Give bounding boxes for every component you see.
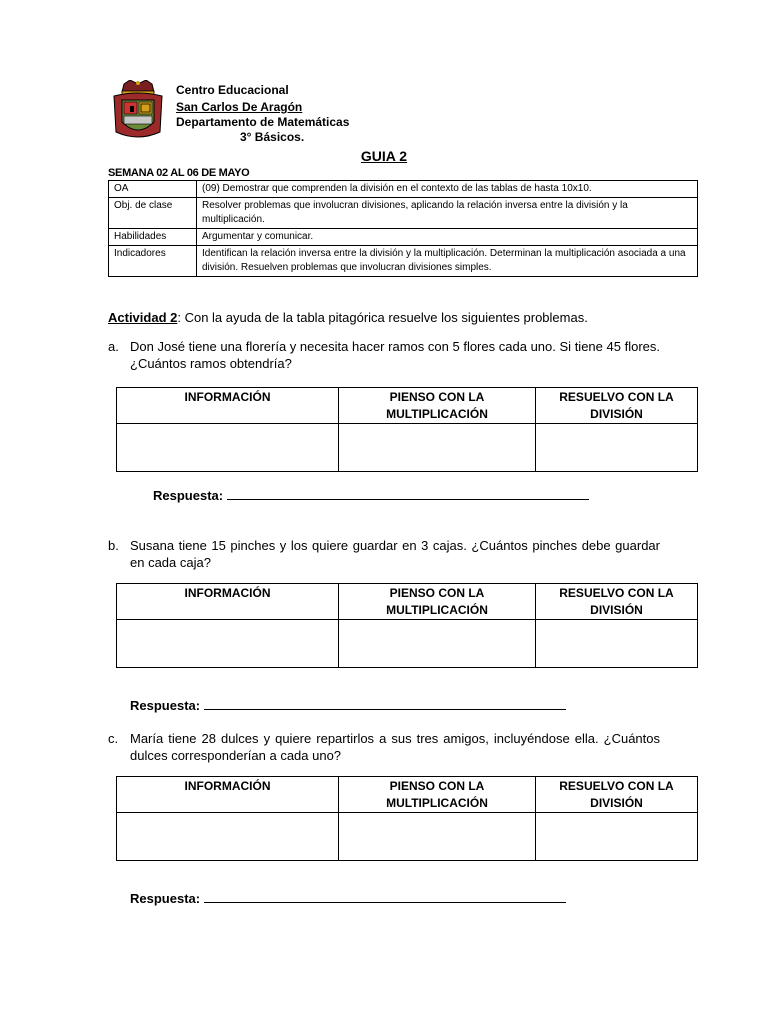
header-resuelvo-division: RESUELVO CON LA DIVISIÓN bbox=[536, 388, 698, 424]
objectives-row bbox=[109, 246, 698, 277]
objective-label: OA bbox=[109, 181, 197, 198]
answer-line-c[interactable] bbox=[130, 889, 566, 906]
answer-label: Respuesta: bbox=[130, 698, 201, 713]
header-resuelvo-division: RESUELVO CON LA DIVISIÓN bbox=[536, 584, 698, 620]
school-name-line1: Centro Educacional bbox=[176, 83, 289, 97]
objective-label: Indicadores bbox=[109, 246, 197, 277]
answer-line-b[interactable] bbox=[130, 696, 566, 713]
activity-instruction bbox=[108, 310, 588, 325]
answer-cell-division[interactable] bbox=[536, 620, 698, 668]
problem-c bbox=[108, 730, 660, 764]
answer-cell-multiplicacion[interactable] bbox=[339, 620, 536, 668]
work-table-c bbox=[116, 776, 698, 861]
objective-label: Habilidades bbox=[109, 229, 197, 246]
problem-letter: a. bbox=[108, 339, 119, 354]
problem-a bbox=[108, 338, 660, 372]
department-name: Departamento de Matemáticas bbox=[176, 115, 350, 129]
answer-blank[interactable] bbox=[204, 696, 566, 710]
header-informacion: INFORMACIÓN bbox=[117, 777, 339, 813]
answer-label: Respuesta: bbox=[153, 488, 224, 503]
answer-cell-division[interactable] bbox=[536, 813, 698, 861]
answer-cell-informacion[interactable] bbox=[117, 813, 339, 861]
header-pienso-multiplicacion: PIENSO CON LA MULTIPLICACIÓN bbox=[339, 584, 536, 620]
answer-cell-multiplicacion[interactable] bbox=[339, 813, 536, 861]
activity-label: Actividad 2 bbox=[108, 310, 178, 325]
answer-cell-informacion[interactable] bbox=[117, 424, 339, 472]
header-informacion: INFORMACIÓN bbox=[117, 388, 339, 424]
page-title: GUIA 2 bbox=[360, 148, 408, 164]
problem-text: Susana tiene 15 pinches y los quiere guardar en 3 cajas. ¿Cuántos pinches debe guardar en cada caja? bbox=[130, 538, 660, 570]
objective-label: Obj. de clase bbox=[109, 198, 197, 229]
school-name-line2: San Carlos De Aragón bbox=[176, 100, 303, 114]
answer-label: Respuesta: bbox=[130, 891, 201, 906]
week-label: SEMANA 02 AL 06 DE MAYO bbox=[108, 167, 250, 179]
school-crest-logo bbox=[110, 80, 166, 142]
header-pienso-multiplicacion: PIENSO CON LA MULTIPLICACIÓN bbox=[339, 777, 536, 813]
objective-value: Argumentar y comunicar. bbox=[197, 229, 698, 246]
answer-blank[interactable] bbox=[204, 889, 566, 903]
objective-value: Identifican la relación inversa entre la división y la multiplicación. Determinan la multiplicación asociada a una división. Resuelven problemas que involucran divisiones simples. bbox=[197, 246, 698, 277]
problem-letter: b. bbox=[108, 538, 119, 553]
objective-value: Resolver problemas que involucran divisiones, aplicando la relación inversa entre la división y la multiplicación. bbox=[197, 198, 698, 229]
objectives-row bbox=[109, 181, 698, 198]
header-resuelvo-division: RESUELVO CON LA DIVISIÓN bbox=[536, 777, 698, 813]
answer-blank[interactable] bbox=[227, 486, 589, 500]
answer-cell-division[interactable] bbox=[536, 424, 698, 472]
header-pienso-multiplicacion: PIENSO CON LA MULTIPLICACIÓN bbox=[339, 388, 536, 424]
objectives-table bbox=[108, 180, 698, 277]
work-table-a bbox=[116, 387, 698, 472]
header-informacion: INFORMACIÓN bbox=[117, 584, 339, 620]
work-table-b bbox=[116, 583, 698, 668]
objectives-row bbox=[109, 198, 698, 229]
problem-b bbox=[108, 537, 660, 571]
objectives-row bbox=[109, 229, 698, 246]
answer-cell-informacion[interactable] bbox=[117, 620, 339, 668]
activity-text: : Con la ayuda de la tabla pitagórica resuelve los siguientes problemas. bbox=[177, 310, 588, 325]
problem-letter: c. bbox=[108, 731, 119, 746]
problem-text: María tiene 28 dulces y quiere repartirlos a sus tres amigos, incluyéndose ella. ¿Cuántos dulces corresponderían a cada uno? bbox=[130, 731, 660, 763]
problem-text: Don José tiene una florería y necesita hacer ramos con 5 flores cada uno. Si tiene 45 flores. ¿Cuántos ramos obtendría? bbox=[130, 339, 660, 371]
answer-cell-multiplicacion[interactable] bbox=[339, 424, 536, 472]
objective-value: (09) Demostrar que comprenden la división en el contexto de las tablas de hasta 10x10. bbox=[197, 181, 698, 198]
grade-level: 3° Básicos. bbox=[240, 130, 305, 144]
answer-line-a[interactable] bbox=[153, 486, 589, 503]
